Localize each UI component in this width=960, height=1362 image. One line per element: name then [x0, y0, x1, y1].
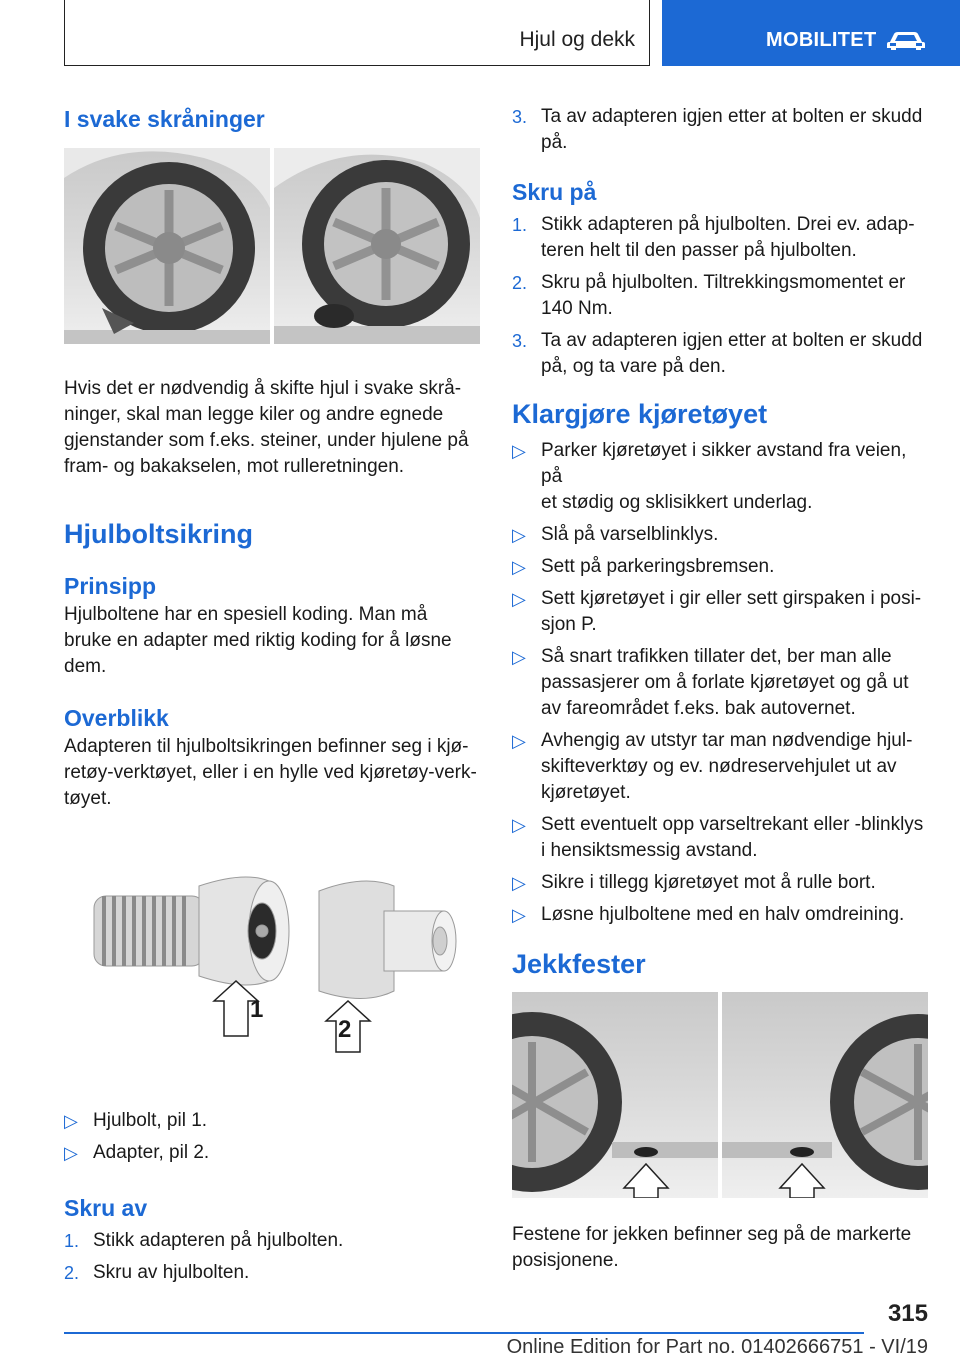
figure-jack-points [512, 992, 928, 1200]
chapter-title: MOBILITET [766, 29, 877, 51]
fig-label-2: 2 [338, 1016, 352, 1043]
wheel-bolt [94, 877, 289, 985]
page-footer [64, 1300, 928, 1362]
text-line: dem. [64, 656, 107, 677]
bullet-triangle-icon: ▷ [512, 905, 526, 925]
section-title: Hjul og dekk [519, 28, 635, 51]
edition-text: Online Edition for Part no. 01402666751 - VI/19 [506, 1336, 928, 1358]
paragraph-overview [64, 734, 480, 812]
text-line: posisjonene. [512, 1250, 619, 1271]
page-header [0, 0, 960, 66]
bullet-triangle-icon: ▷ [64, 1111, 78, 1131]
adapter [319, 881, 456, 998]
paragraph-jack [512, 1222, 928, 1274]
text-line: tøyet. [64, 788, 112, 809]
heading-unscrew: Skru av [64, 1195, 148, 1221]
bullet-triangle-icon: ▷ [512, 647, 526, 667]
text-line: Hjulboltene har en spesiell koding. Man må [64, 604, 428, 625]
step-number: 1. [512, 215, 528, 235]
bullet-triangle-icon: ▷ [512, 731, 526, 751]
photo-rear-wheel [274, 148, 480, 344]
step-number: 2. [512, 273, 528, 293]
list-item: 1. Stikk adapteren på hjulbolten. [64, 1228, 480, 1254]
step-number: 1. [64, 1231, 80, 1251]
step-number: 3. [512, 107, 528, 127]
numbered-list-unscrew-cont [512, 104, 928, 156]
text-line: fram- og bakakselen, mot rulleretningen. [64, 456, 405, 477]
heading-prepare-vehicle: Klargjøre kjøretøyet [512, 399, 768, 429]
right-column [512, 96, 928, 1274]
text-line: retøy-verktøyet, eller i en hylle ved kjøretøy-verk- [64, 762, 477, 783]
photo-jack-point-rear [722, 992, 928, 1198]
car-icon [886, 28, 926, 52]
list-item: 2. Skru av hjulbolten. [64, 1260, 480, 1286]
bullet-list-prepare [512, 438, 928, 928]
list-item: ▷ Hjulbolt, pil 1. [64, 1108, 480, 1134]
list-item: ▷ Løsne hjulboltene med en halv omdreining. [512, 902, 928, 928]
list-item: ▷ Adapter, pil 2. [64, 1140, 480, 1166]
figure-wheel-chocks [64, 148, 480, 348]
heading-slopes: I svake skråninger [64, 106, 265, 132]
text-line: ninger, skal man legge kiler og andre egnede [64, 404, 444, 425]
list-item: ▷ Parker kjøretøyet i sikker avstand fra veien, på et stødig og sklisikkert underlag. [512, 440, 907, 513]
text-line: Adapteren til hjulboltsikringen befinner seg i kjø- [64, 736, 469, 757]
text-line: bruke en adapter med riktig koding for å løsne [64, 630, 452, 651]
footer-divider [64, 1332, 864, 1334]
paragraph-slopes [64, 376, 480, 480]
list-item: ▷ Slå på varselblinklys. [512, 522, 928, 548]
header-section-box [64, 0, 650, 66]
heading-principle: Prinsipp [64, 573, 157, 599]
step-number: 2. [64, 1263, 80, 1283]
page-number: 315 [887, 1300, 928, 1327]
figure-bolt-adapter [64, 856, 480, 1056]
list-item: ▷ Så snart trafikken tillater det, ber man alle passasjerer om å forlate kjøretøyet og gå ut av fareområdet f.eks. bak autovernet. [512, 646, 909, 719]
heading-wheel-lock: Hjulboltsikring [64, 519, 253, 549]
list-item: ▷ Sett på parkeringsbremsen. [512, 554, 928, 580]
bullet-triangle-icon: ▷ [512, 873, 526, 893]
bullet-list-parts [64, 1108, 480, 1166]
list-item: 3. Ta av adapteren igjen etter at bolten er skudd på, og ta vare på den. [512, 330, 923, 377]
heading-overview: Overblikk [64, 705, 169, 731]
list-item: ▷ Avhengig av utstyr tar man nødvendige hjul- skifteverktøy og ev. nødreservehjulet ut av kjøretøyet. [512, 730, 913, 803]
list-item: 3. Ta av adapteren igjen etter at bolten er skudd på. [512, 106, 923, 153]
heading-jack-points: Jekkfester [512, 949, 646, 979]
heading-screw-on: Skru på [512, 179, 597, 205]
text-line: gjenstander som f.eks. steiner, under hjulene på [64, 430, 469, 451]
bullet-triangle-icon: ▷ [512, 815, 526, 835]
bullet-triangle-icon: ▷ [64, 1143, 78, 1163]
numbered-list-screw-on [512, 212, 928, 380]
chapter-tab[interactable] [662, 0, 960, 66]
list-item: 2. Skru på hjulbolten. Tiltrekkingsmomentet er 140 Nm. [512, 272, 906, 319]
list-item: ▷ Sett eventuelt opp varseltrekant eller -blinklys i hensiktsmessig avstand. [512, 814, 924, 861]
bullet-triangle-icon: ▷ [512, 441, 526, 461]
paragraph-principle [64, 602, 480, 680]
list-item: ▷ Sett kjøretøyet i gir eller sett girspaken i posi- sjon P. [512, 588, 922, 635]
photo-jack-point-front [512, 992, 718, 1198]
bolt-adapter-illustration [64, 856, 480, 1056]
bullet-triangle-icon: ▷ [512, 525, 526, 545]
step-number: 3. [512, 331, 528, 351]
text-line: Festene for jekken befinner seg på de markerte [512, 1224, 912, 1245]
bullet-triangle-icon: ▷ [512, 557, 526, 577]
fig-label-1: 1 [250, 996, 264, 1023]
list-item: 1. Stikk adapteren på hjulbolten. Drei ev. adap- teren helt til den passer på hjulbolten. [512, 214, 915, 261]
photo-front-wheel [64, 148, 270, 344]
text-line: Hvis det er nødvendig å skifte hjul i svake skrå- [64, 378, 462, 399]
list-item: ▷ Sikre i tillegg kjøretøyet mot å rulle bort. [512, 870, 928, 896]
bullet-triangle-icon: ▷ [512, 589, 526, 609]
numbered-list-unscrew [64, 1228, 480, 1286]
left-column [64, 96, 480, 1292]
